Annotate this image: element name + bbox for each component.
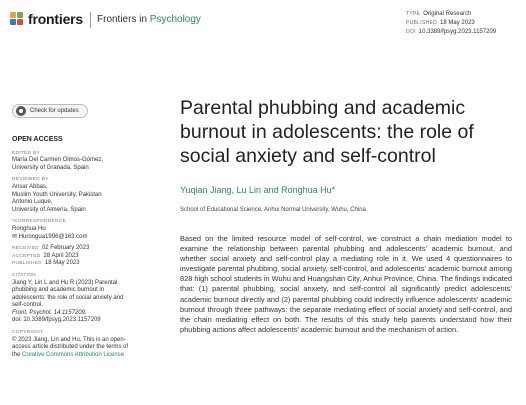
article-title: Parental phubbing and academic burnout in adolescents: the role of social anxiety and self-control bbox=[180, 97, 474, 167]
published-date: 18 May 2023 bbox=[440, 20, 475, 26]
license-link[interactable]: Creative Commons Attribution License bbox=[22, 351, 125, 358]
accepted-date: 28 April 2023 bbox=[43, 252, 79, 259]
open-access-label: OPEN ACCESS bbox=[12, 136, 63, 143]
citation-text: Jiang Y, Lin L and Hu R (2023) Parental bbox=[12, 279, 118, 286]
article-sidebar: OPEN ACCESS EDITED BY María Del Carmen Olmos-Gómez, University of Granada, Spain REVIEWED BY Ansar Abbas, Muslim Youth University, Pakistan Antonio Luque, University of Almería, Spain *CORRESPONDENCE Ronghua Hu ✉ Hurongua1996@163.com RECEIVED 02 February 2023 ACCEPTED 28 April 2023 PUBLISHED 18 May 2023 CITATION Jiang Y, Lin L and Hu R (2023) Parental phubbing and academic burnout in adolescents: the role of social anxiety and self-control. Front. Psychol. 14:1157209. doi: 10.3389/fpsyg.2023.1157209 COPYRIGHT © 2023 Jiang, Lin and Hu. This is an open- access article distributed under the terms of the Creative Commons Attribution License bbox=[12, 136, 164, 359]
editor-name: María Del Carmen Olmos-Gómez, bbox=[12, 157, 104, 164]
citation-doi[interactable]: doi: 10.3389/fpsyg.2023.1157209 bbox=[12, 317, 101, 324]
brand-name: frontiers bbox=[28, 11, 83, 27]
update-check-icon bbox=[16, 106, 26, 116]
email-icon: ✉ bbox=[12, 233, 18, 240]
correspondence-email[interactable]: ✉ Hurongua1996@163.com bbox=[12, 233, 88, 240]
doi-link[interactable]: 10.3389/fpsyg.2023.1157209 bbox=[418, 29, 497, 35]
check-for-updates-button[interactable]: Check for updates bbox=[12, 104, 88, 118]
article-meta: TYPE Original Research PUBLISHED 18 May 2023 DOI 10.3389/fpsyg.2023.1157209 bbox=[406, 11, 497, 35]
journal-name[interactable]: Frontiers in Psychology bbox=[97, 14, 201, 25]
article-abstract: Based on the limited resource model of self-control, we construct a chain mediation model to examine the relationship between parental phubbing and adolescents’ academic burnout, and whether social anxiety and self-control play a mediating role in it. We used 4 questionnaires to investigate parental phubbing, social anxiety, self-control, and adolescents’ academic burnout among 828 high school students in Wuhu and Huangshan City, Anhui Province, China. The findings indicated that: (1) parental phubbing, social anxiety, and self-control all significantly predict adolescents’ academic burnout directly and (2) parental phubbing could indirectly influence adolescents’ academic burnout through three pathways: the separate mediating effect of social anxiety and self-control, and the chain mediating effect on both. The results of this study help parents understand how their phubbing actions affect adolescents’ academic burnout and the mechanism of action. bbox=[180, 234, 512, 334]
reviewer-name: Antonio Luque, bbox=[12, 199, 53, 206]
article-authors[interactable]: Yuqian Jiang, Lu Lin and Ronghua Hu* bbox=[180, 185, 336, 195]
page-header bbox=[0, 0, 526, 40]
article-type: Original Research bbox=[423, 11, 472, 17]
frontiers-logo[interactable] bbox=[10, 11, 83, 27]
received-date: 02 February 2023 bbox=[41, 245, 90, 252]
copyright-text: © 2023 Jiang, Lin and Hu. This is an open- bbox=[12, 336, 126, 343]
author-affiliation: School of Educational Science, Anhui Normal University, Wuhu, China bbox=[180, 207, 366, 213]
sidebar-published-date: 18 May 2023 bbox=[44, 260, 80, 267]
correspondence-name: Ronghua Hu bbox=[12, 225, 46, 232]
frontiers-logo-icon bbox=[10, 12, 24, 26]
header-divider bbox=[90, 12, 91, 28]
reviewer-name: Ansar Abbas, bbox=[12, 183, 48, 190]
